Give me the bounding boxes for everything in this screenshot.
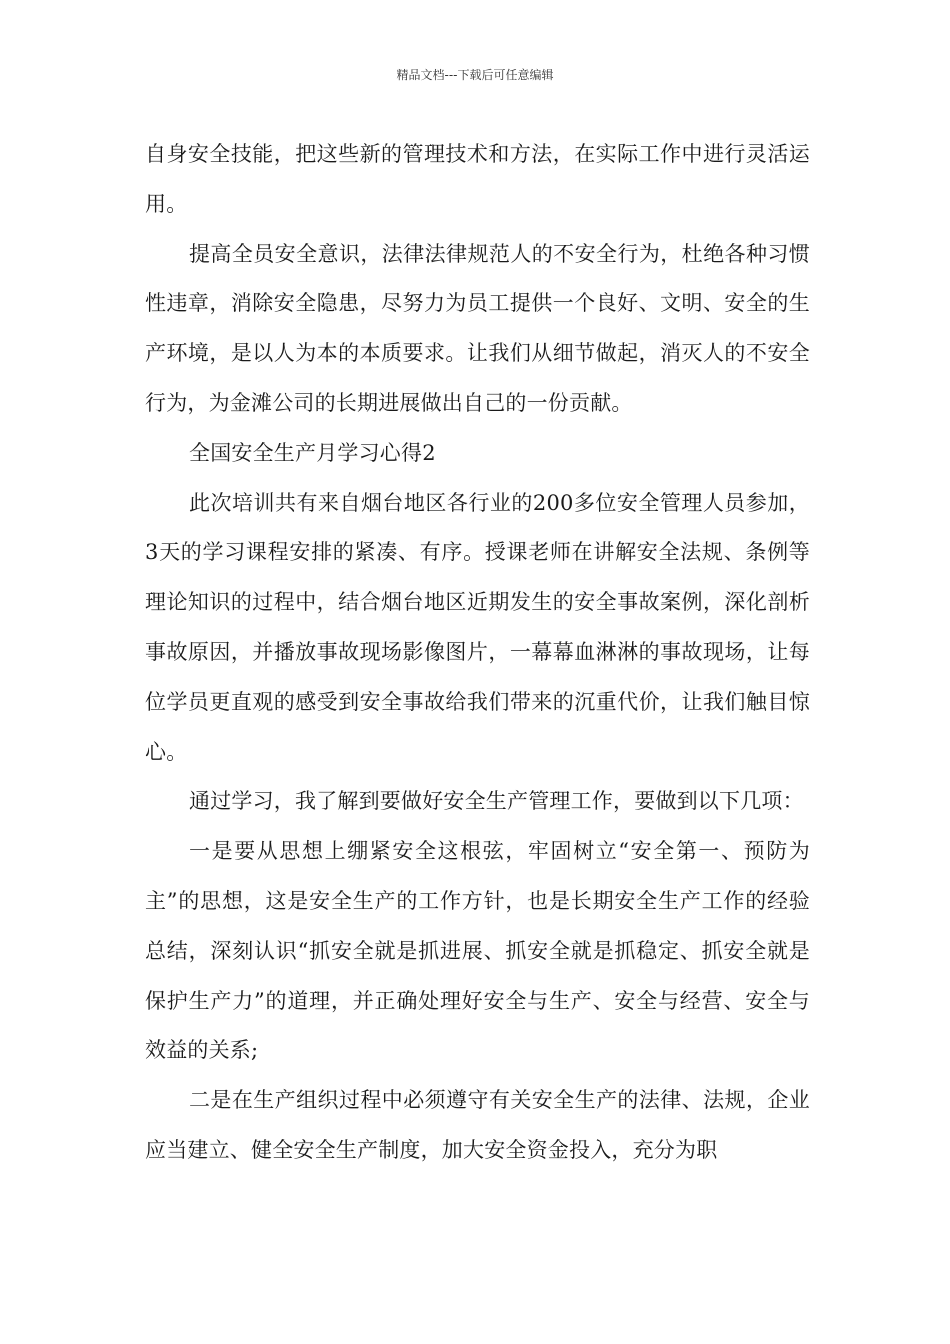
paragraph: 一是要从思想上绷紧安全这根弦，牢固树立“安全第一、预防为主”的思想，这是安全生产的工作方针，也是长期安全生产工作的经验总结，深刻认识“抓安全就是抓进展、抓安全就是抓稳定、抓安全就是保护生产力”的道理，并正确处理好安全与生产、安全与经营、安全与效益的关系; [145,839,810,1063]
document-body [145,130,810,1176]
paragraph: 此次培训共有来自烟台地区各行业的200多位安全管理人员参加，3天的学习课程安排的紧凑、有序。授课老师在讲解安全法规、条例等理论知识的过程中，结合烟台地区近期发生的安全事故案例，深化剖析事故原因，并播放事故现场影像图片，一幕幕血淋淋的事故现场，让每位学员更直观的感受到安全事故给我们带来的沉重代价，让我们触目惊心。 [145,490,810,764]
paragraph: 提高全员安全意识，法律法律规范人的不安全行为，杜绝各种习惯性违章，消除安全隐患，尽努力为员工提供一个良好、文明、安全的生产环境，是以人为本的本质要求。让我们从细节做起，消灭人的不安全行为，为金滩公司的长期进展做出自己的一份贡献。 [145,241,810,415]
paragraph: 二是在生产组织过程中必须遵守有关安全生产的法律、法规，企业应当建立、健全安全生产制度，加大安全资金投入，充分为职 [145,1088,810,1162]
paragraph: 通过学习，我了解到要做好安全生产管理工作，要做到以下几项： [189,789,804,814]
paragraph-continuation: 自身安全技能，把这些新的管理技术和方法，在实际工作中进行灵活运用。 [145,142,810,216]
section-heading: 全国安全生产月学习心得2 [189,440,436,465]
page-header: 精品文档---下载后可任意编辑 [396,68,554,82]
